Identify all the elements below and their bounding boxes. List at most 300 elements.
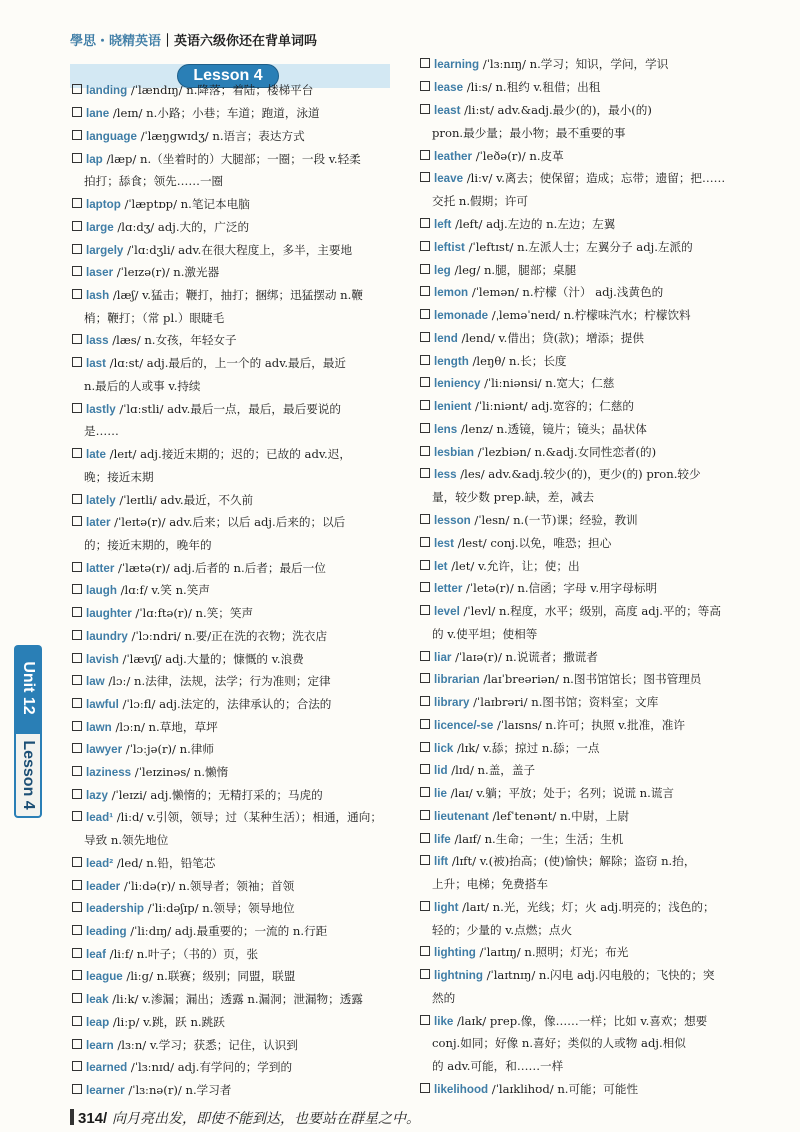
- checkbox-icon: [420, 309, 430, 319]
- entry-lens: [420, 418, 790, 441]
- entry-continuation: [84, 170, 414, 192]
- entry-continuation: [84, 307, 414, 329]
- headword: lest: [434, 537, 454, 550]
- definition: /ˈlɔːfl/ adj.法定的，法律承认的；合法的: [118, 697, 332, 711]
- headword: life: [434, 833, 451, 846]
- headword: lenient: [434, 400, 472, 413]
- entry-language: [72, 125, 402, 148]
- headword: lemon: [434, 286, 469, 299]
- entry-lesson: [420, 509, 790, 532]
- entry-leather: [420, 145, 790, 168]
- headword: lid: [434, 764, 448, 777]
- definition: /lɜːn/ v.学习；获悉；记住，认识到: [113, 1038, 298, 1052]
- checkbox-icon: [420, 1083, 430, 1093]
- checkbox-icon: [72, 721, 82, 731]
- definition: /lest/ conj.以免，唯恐；担心: [453, 536, 612, 550]
- page-number: 314/: [78, 1110, 108, 1127]
- headword: lighting: [434, 946, 476, 959]
- headword: lap: [86, 153, 103, 166]
- entry-lane: [72, 102, 402, 125]
- checkbox-icon: [72, 84, 82, 94]
- headword: lease: [434, 81, 464, 94]
- headword: laughter: [86, 607, 132, 620]
- checkbox-icon: [420, 264, 430, 274]
- definition: 拍打；舔食；领先……一圈: [84, 174, 224, 188]
- entry-leading: [72, 920, 402, 943]
- definition: 晚；接近末期: [84, 470, 154, 484]
- entry-licencese: [420, 714, 790, 737]
- headword: let: [434, 560, 448, 573]
- definition: /ˈleðə(r)/ n.皮革: [472, 149, 564, 163]
- definition: /ˈlesn/ n.(一节)课；经验，教训: [470, 513, 638, 527]
- definition: /liːv/ v.离去；使保留；造成；忘带；遗留；把……: [463, 171, 726, 185]
- entry-likelihood: [420, 1078, 790, 1101]
- definition: /ˈleɪzi/ adj.懒惰的；无精打采的；马虎的: [107, 788, 323, 802]
- entry-laugh: [72, 579, 402, 602]
- checkbox-icon: [72, 789, 82, 799]
- definition: /led/ n.铅，铅笔芯: [113, 856, 216, 870]
- checkbox-icon: [420, 537, 430, 547]
- entry-law: [72, 670, 402, 693]
- definition: /læs/ n.女孩，年轻女子: [108, 333, 237, 347]
- checkbox-icon: [72, 516, 82, 526]
- definition: /lɑːdʒ/ adj.大的，广泛的: [113, 220, 250, 234]
- headword: letter: [434, 582, 463, 595]
- definition: /ˈleɪzə(r)/ n.激光器: [113, 265, 220, 279]
- headword: laziness: [86, 766, 132, 779]
- headword: learner: [86, 1084, 125, 1097]
- checkbox-icon: [420, 377, 430, 387]
- checkbox-icon: [420, 810, 430, 820]
- entry-continuation: [432, 919, 800, 941]
- checkbox-icon: [420, 855, 430, 865]
- definition: /ˈleftɪst/ n.左派人士；左翼分子 adj.左派的: [464, 240, 693, 254]
- definition: /liːf/ n.叶子；（书的）页，张: [105, 947, 259, 961]
- headword: learning: [434, 58, 480, 71]
- headword: large: [86, 221, 114, 234]
- headword: laser: [86, 266, 114, 279]
- checkbox-icon: [72, 925, 82, 935]
- checkbox-icon: [420, 1015, 430, 1025]
- entry-lightning: [420, 964, 790, 987]
- definition: /let/ v.允许，让；使；出: [447, 559, 580, 573]
- headword: last: [86, 357, 106, 370]
- checkbox-icon: [72, 107, 82, 117]
- entry-leader: [72, 875, 402, 898]
- entry-landing: [72, 79, 402, 102]
- definition: /lɪk/ v.舔；掠过 n.舔；一点: [453, 741, 600, 755]
- checkbox-icon: [72, 562, 82, 572]
- checkbox-icon: [420, 58, 430, 68]
- checkbox-icon: [72, 811, 82, 821]
- headword: landing: [86, 84, 128, 97]
- checkbox-icon: [72, 494, 82, 504]
- checkbox-icon: [72, 653, 82, 663]
- entry-leadership: [72, 897, 402, 920]
- headword: leading: [86, 925, 127, 938]
- definition: /lɑːf/ v.笑 n.笑声: [116, 583, 210, 597]
- headword: learn: [86, 1039, 114, 1052]
- running-header: [70, 30, 317, 49]
- headword: laugh: [86, 584, 117, 597]
- entry-lawful: [72, 693, 402, 716]
- definition: /laɪt/ n.光，光线；灯；火 adj.明亮的；浅色的；: [458, 900, 715, 914]
- entry-length: [420, 350, 790, 373]
- entry-lately: [72, 489, 402, 512]
- definition: /ˈlaɪə(r)/ n.说谎者；撒谎者: [451, 650, 598, 664]
- checkbox-icon: [72, 266, 82, 276]
- entry-continuation: [432, 190, 800, 212]
- checkbox-icon: [420, 833, 430, 843]
- checkbox-icon: [72, 675, 82, 685]
- entry-lastly: [72, 398, 402, 421]
- checkbox-icon: [72, 993, 82, 1003]
- headword: lash: [86, 289, 110, 302]
- checkbox-icon: [420, 104, 430, 114]
- entry-last: [72, 352, 402, 375]
- headword: likelihood: [434, 1083, 489, 1096]
- definition: n.最后的人或事 v.持续: [84, 379, 201, 393]
- checkbox-icon: [420, 241, 430, 251]
- definition: /ˈlɔːjə(r)/ n.律师: [122, 742, 214, 756]
- definition: /laɪˈbreəriən/ n.图书馆馆长；图书管理员: [479, 672, 702, 686]
- headword: lend: [434, 332, 458, 345]
- checkbox-icon: [420, 605, 430, 615]
- headword: latter: [86, 562, 115, 575]
- entry-late: [72, 443, 402, 466]
- entry-league: [72, 965, 402, 988]
- header-separator: ｜: [161, 34, 175, 49]
- checkbox-icon: [420, 696, 430, 706]
- definition: /ˈlæptɒp/ n.笔记本电脑: [120, 197, 250, 211]
- checkbox-icon: [72, 902, 82, 912]
- entry-largely: [72, 239, 402, 262]
- checkbox-icon: [420, 218, 430, 228]
- definition: 的 adv.可能，和……一样: [432, 1059, 564, 1073]
- definition: /ˈlɜːnɪd/ adj.有学问的；学到的: [127, 1060, 293, 1074]
- checkbox-icon: [72, 403, 82, 413]
- entry-library: [420, 691, 790, 714]
- headword: lead¹: [86, 811, 114, 824]
- entry-later: [72, 511, 402, 534]
- entry-continuation: [432, 486, 800, 508]
- headword: lavish: [86, 653, 119, 666]
- definition: /lɔː/ n.法律，法规，法学；行为准则；定律: [104, 674, 331, 688]
- checkbox-icon: [420, 81, 430, 91]
- checkbox-icon: [72, 357, 82, 367]
- entry-laptop: [72, 193, 402, 216]
- definition: /liːst/ adv.&adj.最少(的)，最小(的): [460, 103, 652, 117]
- definition: conj.如同；好像 n.喜好；类似的人或物 adj.相似: [432, 1036, 686, 1050]
- headword: largely: [86, 244, 124, 257]
- definition: /left/ adj.左边的 n.左边；左翼: [451, 217, 616, 231]
- headword: lemonade: [434, 309, 489, 322]
- entry-lest: [420, 532, 790, 555]
- entry-letter: [420, 577, 790, 600]
- entry-continuation: [84, 375, 414, 397]
- entry-leg: [420, 259, 790, 282]
- definition: /ˈletə(r)/ n.信函；字母 v.用字母标明: [462, 581, 658, 595]
- headword: leniency: [434, 377, 481, 390]
- definition: /lɑːst/ adj.最后的，上一个的 adv.最后，最近: [105, 356, 347, 370]
- definition: /ˈlɑːftə(r)/ n.笑；笑声: [131, 606, 254, 620]
- checkbox-icon: [420, 719, 430, 729]
- headword: lead²: [86, 857, 114, 870]
- footer-quote: 向月亮出发，即使不能到达，也要站在群星之中。: [111, 1111, 420, 1127]
- headword: lass: [86, 334, 109, 347]
- entry-laundry: [72, 625, 402, 648]
- entry-lieutenant: [420, 805, 790, 828]
- checkbox-icon: [72, 221, 82, 231]
- definition: /læp/ n.（坐着时的）大腿部；一圈；一段 v.轻柔: [102, 152, 361, 166]
- entry-lighting: [420, 941, 790, 964]
- definition: /lɪft/ v.(被)抬高；(使)愉快；解除；盗窃 n.抬，: [448, 854, 696, 868]
- headword: laundry: [86, 630, 128, 643]
- definition: pron.最少量；最小物；最不重要的事: [432, 126, 626, 140]
- entry-left: [420, 213, 790, 236]
- definition: /leɪn/ n.小路；小巷；车道；跑道，泳道: [109, 106, 320, 120]
- entry-lawn: [72, 716, 402, 739]
- headword: lens: [434, 423, 458, 436]
- definition: /liːg/ n.联赛；级别；同盟，联盟: [122, 969, 296, 983]
- headword: leaf: [86, 948, 106, 961]
- entry-light: [420, 896, 790, 919]
- definition: /ˌleməˈneɪd/ n.柠檬味汽水；柠檬饮料: [488, 308, 691, 322]
- checkbox-icon: [72, 244, 82, 254]
- definition: /læʃ/ v.猛击；鞭打，抽打；捆绑；迅猛摆动 n.鞭: [109, 288, 363, 302]
- entry-lease: [420, 76, 790, 99]
- entry-large: [72, 216, 402, 239]
- headword: leak: [86, 993, 109, 1006]
- entry-less: [420, 463, 790, 486]
- headword: lately: [86, 494, 116, 507]
- checkbox-icon: [72, 766, 82, 776]
- page-footer: [70, 1108, 420, 1128]
- checkbox-icon: [420, 468, 430, 478]
- checkbox-icon: [420, 764, 430, 774]
- lesson-tab-label: Lesson 4: [20, 740, 37, 810]
- checkbox-icon: [72, 698, 82, 708]
- definition: /liːs/ n.租约 v.租借；出租: [463, 80, 601, 94]
- definition: /ˈlemən/ n.柠檬（汁） adj.浅黄色的: [468, 285, 664, 299]
- checkbox-icon: [72, 448, 82, 458]
- definition: /ˈlaɪtɪŋ/ n.照明；灯光；布光: [475, 945, 629, 959]
- checkbox-icon: [420, 560, 430, 570]
- definition: 的 v.使平坦；使相等: [432, 627, 538, 641]
- entry-lazy: [72, 784, 402, 807]
- checkbox-icon: [72, 334, 82, 344]
- definition: 导致 n.领先地位: [84, 833, 169, 847]
- entry-lend: [420, 327, 790, 350]
- headword: like: [434, 1015, 454, 1028]
- entry-lash: [72, 284, 402, 307]
- entry-like: [420, 1010, 790, 1033]
- definition: /ˈliːniənt/ adj.宽容的；仁慈的: [471, 399, 634, 413]
- definition: /laɪf/ n.生命；一生；生活；生机: [450, 832, 624, 846]
- headword: laptop: [86, 198, 121, 211]
- entry-continuation: [432, 987, 800, 1009]
- checkbox-icon: [72, 289, 82, 299]
- headword: liar: [434, 651, 452, 664]
- headword: lazy: [86, 789, 108, 802]
- checkbox-icon: [420, 332, 430, 342]
- header-title: 英语六级你还在背单词吗: [174, 34, 318, 49]
- definition: /ˈliːdɪŋ/ adj.最重要的；一流的 n.行距: [126, 924, 328, 938]
- headword: lawyer: [86, 743, 123, 756]
- checkbox-icon: [420, 787, 430, 797]
- checkbox-icon: [72, 130, 82, 140]
- headword: lie: [434, 787, 447, 800]
- checkbox-icon: [420, 946, 430, 956]
- headword: leadership: [86, 902, 144, 915]
- headword: librarian: [434, 673, 480, 686]
- entry-lap: [72, 148, 402, 171]
- entry-lie: [420, 782, 790, 805]
- entry-continuation: [432, 1032, 800, 1054]
- entry-continuation: [432, 122, 800, 144]
- checkbox-icon: [420, 969, 430, 979]
- checkbox-icon: [72, 857, 82, 867]
- entry-continuation: [84, 534, 414, 556]
- definition: /leɪt/ adj.接近末期的；迟的；已故的 adv.迟，: [105, 447, 351, 461]
- headword: leather: [434, 150, 473, 163]
- headword: library: [434, 696, 470, 709]
- definition: /ˈlɔːndri/ n.要/正在洗的衣物；洗衣店: [127, 629, 328, 643]
- headword: least: [434, 104, 461, 117]
- headword: lane: [86, 107, 110, 120]
- definition: /ˈlɑːstli/ adv.最后一点，最后，最后要说的: [115, 402, 341, 416]
- headword: law: [86, 675, 105, 688]
- headword: learned: [86, 1061, 128, 1074]
- entry-let: [420, 555, 790, 578]
- header-brand: 學思・晓精英语: [70, 34, 162, 49]
- headword: licence/-se: [434, 719, 494, 732]
- headword: language: [86, 130, 137, 143]
- entry-continuation: [84, 420, 414, 442]
- definition: 是……: [84, 424, 119, 438]
- entry-continuation: [432, 623, 800, 645]
- entry-leaf: [72, 943, 402, 966]
- entry-lead: [72, 852, 402, 875]
- definition: /les/ adv.&adj.较少(的)，更少(的) pron.较少: [456, 467, 701, 481]
- definition: /lefˈtenənt/ n.中尉，上尉: [488, 809, 630, 823]
- definition: 的；接近末期的，晚年的: [84, 538, 212, 552]
- checkbox-icon: [420, 355, 430, 365]
- checkbox-icon: [420, 514, 430, 524]
- entry-continuation: [84, 466, 414, 488]
- checkbox-icon: [420, 150, 430, 160]
- headword: length: [434, 355, 469, 368]
- lesson-title: Lesson 4: [177, 64, 279, 88]
- definition: /lɔːn/ n.草地，草坪: [111, 720, 218, 734]
- checkbox-icon: [420, 400, 430, 410]
- entry-lead: [72, 806, 402, 829]
- headword: lastly: [86, 403, 116, 416]
- headword: lawful: [86, 698, 119, 711]
- entry-leap: [72, 1011, 402, 1034]
- entry-leniency: [420, 372, 790, 395]
- definition: /ˈlɜːnə(r)/ n.学习者: [124, 1083, 232, 1097]
- checkbox-icon: [72, 880, 82, 890]
- checkbox-icon: [72, 630, 82, 640]
- entry-level: [420, 600, 790, 623]
- footer-bar: [70, 1109, 74, 1125]
- headword: leader: [86, 880, 121, 893]
- definition: /ˈliːdəʃɪp/ n.领导；领导地位: [144, 901, 295, 915]
- headword: lightning: [434, 969, 483, 982]
- definition: /ˈleɪtli/ adv.最近，不久前: [115, 493, 254, 507]
- checkbox-icon: [72, 970, 82, 980]
- checkbox-icon: [72, 743, 82, 753]
- definition: 轻的；少量的 v.点燃；点火: [432, 923, 573, 937]
- entry-life: [420, 828, 790, 851]
- definition: /ˈlævɪʃ/ adj.大量的；慷慨的 v.浪费: [118, 652, 304, 666]
- entry-continuation: [432, 1055, 800, 1077]
- headword: lick: [434, 742, 454, 755]
- checkbox-icon: [420, 742, 430, 752]
- definition: /liːk/ v.渗漏；漏出；透露 n.漏洞；泄漏物；透露: [108, 992, 363, 1006]
- entry-lift: [420, 850, 790, 873]
- definition: /ˈleɪzinəs/ n.懒惰: [131, 765, 229, 779]
- entry-learn: [72, 1034, 402, 1057]
- definition: 然的: [432, 991, 456, 1005]
- definition: /ˈlɑːdʒli/ adv.在很大程度上，多半，主要地: [123, 243, 353, 257]
- checkbox-icon: [420, 582, 430, 592]
- definition: /liːd/ v.引领，领导；过（某种生活）；相通，通向；: [113, 810, 382, 824]
- headword: less: [434, 468, 457, 481]
- headword: lesson: [434, 514, 471, 527]
- entry-laziness: [72, 761, 402, 784]
- definition: /leŋθ/ n.长；长度: [468, 354, 567, 368]
- entry-leak: [72, 988, 402, 1011]
- entry-learning: [420, 53, 790, 76]
- checkbox-icon: [72, 584, 82, 594]
- entry-lass: [72, 329, 402, 352]
- entry-leave: [420, 167, 790, 190]
- entry-latter: [72, 557, 402, 580]
- definition: /lenz/ n.透镜，镜片；镜头；晶状体: [457, 422, 647, 436]
- entry-lemon: [420, 281, 790, 304]
- checkbox-icon: [72, 198, 82, 208]
- headword: leave: [434, 172, 464, 185]
- definition: /lend/ v.借出；贷(款)；增添；提供: [457, 331, 644, 345]
- checkbox-icon: [72, 1084, 82, 1094]
- entry-continuation: [84, 829, 414, 851]
- definition: /ˈlevl/ n.程度，水平；级别，高度 adj.平的；等高: [459, 604, 721, 618]
- entry-lid: [420, 759, 790, 782]
- definition: /ˈlezbiən/ n.&adj.女同性恋者(的): [473, 445, 657, 459]
- checkbox-icon: [72, 1061, 82, 1071]
- definition: 交托 n.假期；许可: [432, 194, 528, 208]
- entry-lawyer: [72, 738, 402, 761]
- definition: /ˈlæŋgwɪdʒ/ n.语言；表达方式: [136, 129, 305, 143]
- definition: /ˈliːniənsi/ n.宽大；仁慈: [480, 376, 615, 390]
- checkbox-icon: [420, 651, 430, 661]
- definition: /ˈlɜːnɪŋ/ n.学习；知识，学问，学识: [479, 57, 669, 71]
- definition: /laɪk/ prep.像，像……一样；比如 v.喜欢；想要: [453, 1014, 708, 1028]
- headword: lawn: [86, 721, 112, 734]
- checkbox-icon: [72, 1039, 82, 1049]
- checkbox-icon: [72, 153, 82, 163]
- entry-lemonade: [420, 304, 790, 327]
- definition: /ˈlaɪklihʊd/ n.可能；可能性: [488, 1082, 639, 1096]
- headword: lift: [434, 855, 449, 868]
- checkbox-icon: [420, 423, 430, 433]
- headword: left: [434, 218, 452, 231]
- headword: later: [86, 516, 111, 529]
- definition: 量，较少数 prep.缺，差，减去: [432, 490, 595, 504]
- entry-lenient: [420, 395, 790, 418]
